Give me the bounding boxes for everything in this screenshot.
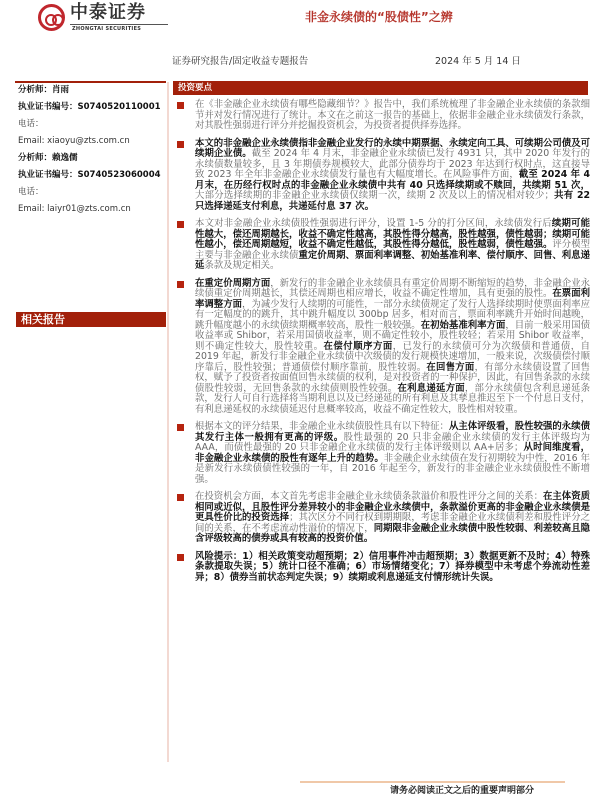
footer-disclaimer: 请务必阅读正文之后的重要声明部分 xyxy=(390,786,535,796)
bold-text: 风险提示：1）相关政策变动超预期；2）信用事件冲击超预期；3）数据更新不及时；4）特殊条款提取失误；5）统计口径不准确；6）市场情绪变化；7）择券模型中未考虑个券流动性差异；8）债券当前状态判定失误；9）续期或利息递延支付情形统计失误。 xyxy=(195,550,590,583)
text: ；其次区分不同行权到期期限，考虑非金融企业永续债利差和股性评分之间的关系，在不考虑流动性溢价的情况下， xyxy=(195,512,590,534)
bullet-icon xyxy=(177,141,184,148)
text: ，新发行的非金融企业永续债具有重定价周期不断缩短的趋势，非金融企业永续债重定价周期越长，其偿还周期也相应增长，收益不确定性增加，具有更强的股性。 xyxy=(195,277,590,299)
text: 在投资机会方面，本文首先考虑非金融企业永续债条款溢价和股性评分之间的关系： xyxy=(195,491,543,502)
section-title: 投资要点 xyxy=(173,81,588,95)
key-point-paragraph xyxy=(176,139,590,213)
key-points-body xyxy=(176,100,590,590)
key-point-paragraph xyxy=(176,492,590,545)
analyst-email: Email: laiyr01@zts.com.cn xyxy=(18,204,131,214)
analyst-name: 分析师：肖雨 xyxy=(18,85,70,95)
bold-text: 在重定价周期方面 xyxy=(195,277,271,289)
report-date: 2024 年 5 月 14 日 xyxy=(435,56,521,67)
bold-text: 续期可能性越大，偿还周期越长，收益不确定性越高，其股性得分越高，股性越强，债性越弱；续期可能性越小，偿还周期越短，收益不确定性越低，其股性得分越低，股性越弱，债性越强。 xyxy=(195,218,590,250)
bold-text: 同期限非金融企业永续债中股性较弱、利差较高且隐含评级较高的债券或具有较高的投资价值。 xyxy=(195,522,590,544)
key-point-paragraph xyxy=(176,279,590,416)
bullet-icon xyxy=(177,281,184,288)
key-point-paragraph xyxy=(176,219,590,272)
analyst-cert: 执业证书编号：S0740520110001 xyxy=(18,102,161,112)
text: 条款及规定相关。 xyxy=(204,260,280,271)
text: 根据本文的评分结果，非金融企业永续债股性具有以下特征： xyxy=(195,421,449,432)
column-divider xyxy=(167,82,169,762)
footer-rule xyxy=(300,781,565,783)
text: ，目前一般采用国债收益率或 Shibor，若采用国债收益率，则不确定性较小，股性较轻；若采用 Shibor 收益率，则不确定性较大，股性较重。 xyxy=(195,319,590,352)
text: 截至 2024 年 4 月末，非金融企业永续债已发行 4931 只，其中 2020 年发行的永续债数量较多，且 3 年期债券规模较大，此部分债券均于 2023 年达到行权时点，这直接导致 2023 年全年非金融企业永续债发行量也有大幅度增长。在风险事件方面， xyxy=(195,148,590,180)
text: 本文对非金融企业永续债股性强弱进行评分，设置 1-5 分的打分区间，永续债发行后 xyxy=(195,218,552,229)
logo-english: ZHONGTAI SECURITIES xyxy=(72,26,142,32)
key-point-paragraph xyxy=(176,422,590,485)
analyst-cert: 执业证书编号：S0740523060004 xyxy=(18,170,161,180)
email-link[interactable]: xiaoyu@zts.com.cn xyxy=(47,136,130,146)
report-type: 证券研究报告/固定收益专题报告 xyxy=(172,56,309,67)
analyst-name: 分析师：赖逸儒 xyxy=(18,153,78,163)
bold-text: 从主体评级看，股性较强的永续债其发行主体一般拥有更高的评级。 xyxy=(195,421,590,443)
report-title: 非金永续债的“股债性”之辨 xyxy=(305,10,453,24)
bold-text: 从时间维度看，非金融企业永续债的股性有逐年上升的趋势。 xyxy=(195,442,590,464)
bullet-icon xyxy=(177,554,184,561)
bold-text: 重定价周期、票面利率调整、初始基准利率、偿付顺序、回售、利息递延 xyxy=(195,249,590,271)
bullet-icon xyxy=(177,221,184,228)
logo-divider xyxy=(70,24,168,25)
zhongtai-logo-icon xyxy=(38,4,65,31)
bold-text: 在主体资质相同或近似，且股性评分差异较小的非金融企业永续债中，条款溢价更高的非金融企业永续债是更具性价比的投资选择 xyxy=(195,491,590,523)
text: 非金融企业永续债在发行初期较为中性，2016 年是新发行永续债债性较强的一年，自 2016 年起至今，新发行的非金融企业永续债股性不断增强。 xyxy=(195,452,590,485)
bold-text: 在偿付顺序方面 xyxy=(323,340,393,352)
bold-text: 在票面利率调整方面 xyxy=(195,288,590,310)
text: ，有部分永续债设置了回售权，赋予了投资者按面值回售永续债的权利，是对投资者的一种保护，因此，有回售条款的永续债股性较弱，无回售条款的永续债则股性较强。 xyxy=(195,361,590,394)
bold-text: 在回售方面 xyxy=(426,361,475,373)
analyst-phone: 电话： xyxy=(18,119,44,129)
email-link[interactable]: laiyr01@zts.com.cn xyxy=(47,204,131,214)
text: 大部分选择续期的非金融企业永续债仅续期一次，续期 2 次及以上的情况相对较少； xyxy=(195,190,554,201)
analyst-phone: 电话： xyxy=(18,187,44,197)
text: 股性最强的 20 只非金融企业永续债的发行主体评级均为 AAA，而债性最强的 20 只非金融企业永续债的发行主体评级则以 AA+居多； xyxy=(195,431,590,453)
bold-text: 截至 2024 年 4 月末，在历经行权时点的非金融企业永续债中共有 40 只选择续期或不赎回，共续期 51 次， xyxy=(195,169,590,191)
sidebar-top-rule xyxy=(15,81,166,83)
bullet-icon xyxy=(177,494,184,501)
key-point-paragraph xyxy=(176,552,590,584)
text: ，部分永续债包含利息递延条款，发行人可自行选择将当期利息以及已经递延的所有利息及其孳息推迟至下一个付息日支付，有利息递延权的永续债延迟付息概率较高，收益不确定性较大，股性相对较重。 xyxy=(195,382,590,415)
bold-text: 在初始基准利率方面 xyxy=(420,319,506,331)
bullet-icon xyxy=(177,424,184,431)
text: 在《非金融企业永续债有哪些隐藏细节？》报告中，我们系统梳理了非金融企业永续债的条款细节并对发行情况进行了统计。本文在之前这一报告的基础上，依据非金融企业永续债发行条款，对其股性强弱进行评分并挖掘投资机会，为投资者提供择券选择。 xyxy=(195,99,590,131)
analyst-email: Email: xiaoyu@zts.com.cn xyxy=(18,136,130,146)
key-point-paragraph xyxy=(176,100,590,132)
bold-text: 共有 22 只选择递延支付利息，共递延付息 37 次。 xyxy=(195,190,590,212)
logo-text: 中泰证券 xyxy=(70,2,146,23)
text: 评分模型主要与非金融企业永续债 xyxy=(195,239,590,261)
bold-text: 在利息递延方面 xyxy=(397,382,465,394)
bullet-icon xyxy=(177,102,184,109)
text: ，为减少发行人续期的可能性，一部分永续债规定了发行人选择续期时使票面利率应有一定幅度的的跳升，其中跳升幅度以 300bp 居多，相对而言，票面利率跳升开始时间越晚，跳升幅度越小的永续债续期概率较高，股性一般较强。 xyxy=(195,298,590,331)
text: ，已发行的永续债可分为次级债和普通债，自 2019 年起，新发行非金融企业永续债中次级债的发行规模快速增加，一般来说，次级债偿付顺序靠后，股性较强；普通债偿付顺序靠前，股性较弱。 xyxy=(195,340,590,373)
bold-text: 本文的非金融企业永续债指非金融企业发行的永续中期票据、永续定向工具、可续期公司债及可续期企业债。 xyxy=(195,137,590,159)
related-reports-header: 相关报告 xyxy=(16,312,166,327)
